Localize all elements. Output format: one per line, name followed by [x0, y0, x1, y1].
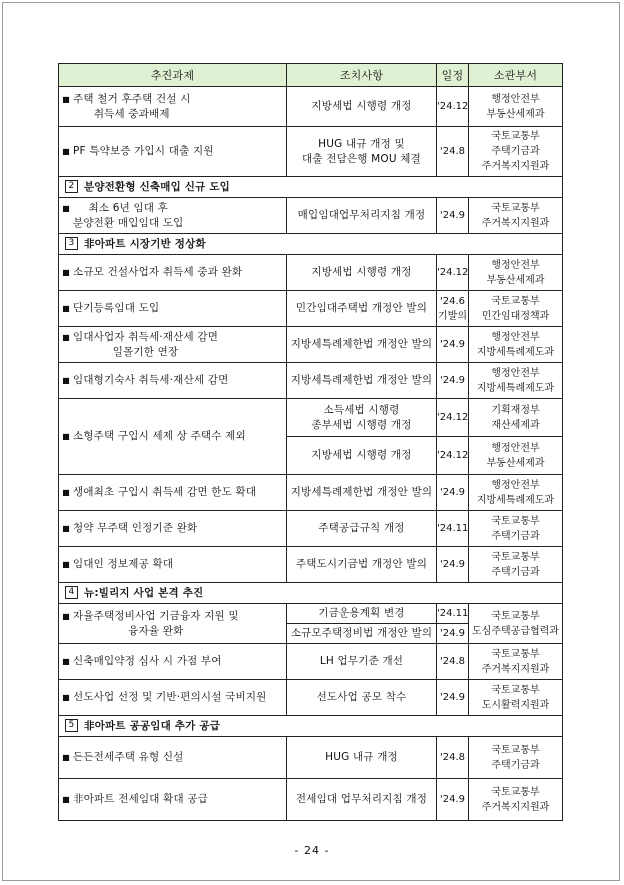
task-cell: ■ PF 특약보증 가입시 대출 지원: [59, 127, 287, 177]
department-cell: 기획재정부 재산세제과: [469, 399, 563, 437]
task-cell: ■ 자율주택정비사업 기금융자 지원 및 융자율 완화: [59, 604, 287, 644]
square-bullet-icon: ■: [62, 304, 70, 313]
measure-cell: 지방세법 시행령 개정: [287, 437, 437, 475]
square-bullet-icon: ■: [62, 611, 70, 621]
schedule-cell: '24.9: [437, 475, 469, 511]
schedule-cell: '24.9: [437, 547, 469, 583]
square-bullet-icon: ■: [62, 268, 70, 277]
schedule-cell: '24.9: [437, 198, 469, 234]
task-cell: ■ 단기등록임대 도입: [59, 291, 287, 327]
department-cell: 국토교통부 주택기금과: [469, 511, 563, 547]
measure-cell: 지방세법 시행령 개정: [287, 255, 437, 291]
schedule-cell: '24.12: [437, 87, 469, 127]
square-bullet-icon: ■: [62, 753, 70, 762]
schedule-cell: '24.9: [437, 363, 469, 399]
table-header-row: [59, 64, 563, 87]
table-row: [59, 399, 563, 437]
policy-table: [58, 63, 563, 821]
schedule-cell: '24.11: [437, 604, 469, 624]
department-cell: 국토교통부 주거복지지원과: [469, 644, 563, 680]
task-cell: ■ 선도사업 선정 및 기반·편의시설 국비지원: [59, 680, 287, 716]
table-row: [59, 604, 563, 624]
square-bullet-icon: ■: [62, 524, 70, 533]
measure-cell: 전세임대 업무처리지침 개정: [287, 779, 437, 821]
table-row: [59, 644, 563, 680]
department-cell: 행정안전부 지방세특례제도과: [469, 363, 563, 399]
square-bullet-icon: ■: [62, 657, 70, 666]
measure-cell: 지방세법 시행령 개정: [287, 87, 437, 127]
task-cell: ■ 든든전세주택 유형 신설: [59, 737, 287, 779]
section-title: 3 非아파트 시장기반 정상화: [59, 234, 563, 255]
section-header-row: [59, 583, 563, 604]
department-cell: 국토교통부 주거복지지원과: [469, 198, 563, 234]
task-cell: ■ 청약 무주택 인정기준 완화: [59, 511, 287, 547]
schedule-cell: '24.8: [437, 127, 469, 177]
square-bullet-icon: ■: [62, 376, 70, 385]
square-bullet-icon: ■: [62, 432, 70, 441]
schedule-cell: '24.12: [437, 255, 469, 291]
section-title: 5 非아파트 공공임대 추가 공급: [59, 716, 563, 737]
page-number: - 24 -: [294, 844, 330, 857]
square-bullet-icon: ■: [62, 94, 70, 104]
section-title: 4 뉴:빌리지 사업 본격 추진: [59, 583, 563, 604]
section-number: 4: [65, 586, 78, 599]
task-cell: ■ 신축매입약정 심사 시 가점 부여: [59, 644, 287, 680]
table-row: [59, 327, 563, 363]
schedule-cell: '24.9: [437, 327, 469, 363]
table-row: [59, 779, 563, 821]
department-cell: 행정안전부 지방세특례제도과: [469, 475, 563, 511]
header-schedule: 일정: [437, 64, 469, 87]
table-row: [59, 127, 563, 177]
header-measure: 조치사항: [287, 64, 437, 87]
task-cell: ■ 임대인 정보제공 확대: [59, 547, 287, 583]
task-cell: ■ 주택 철거 후주택 건설 시 취득세 중과배제: [59, 87, 287, 127]
table-row: [59, 87, 563, 127]
square-bullet-icon: ■: [62, 560, 70, 569]
schedule-cell: '24.12: [437, 437, 469, 475]
measure-cell: 소규모주택정비법 개정안 발의: [287, 624, 437, 644]
schedule-cell: '24.9: [437, 779, 469, 821]
table-row: [59, 198, 563, 234]
measure-cell: 주택공급규칙 개정: [287, 511, 437, 547]
schedule-cell: '24.9: [437, 624, 469, 644]
department-cell: 행정안전부 부동산세제과: [469, 87, 563, 127]
measure-cell: HUG 내규 개정 및 대출 전담은행 MOU 체결: [287, 127, 437, 177]
measure-cell: 지방세특례제한법 개정안 발의: [287, 475, 437, 511]
schedule-cell: '24.11: [437, 511, 469, 547]
department-cell: 국토교통부 주거복지지원과: [469, 779, 563, 821]
department-cell: 행정안전부 지방세특례제도과: [469, 327, 563, 363]
measure-cell: 지방세특례제한법 개정안 발의: [287, 327, 437, 363]
table-row: [59, 291, 563, 327]
task-cell: ■ 소규모 건설사업자 취득세 중과 완화: [59, 255, 287, 291]
department-cell: 행정안전부 부동산세제과: [469, 437, 563, 475]
task-cell: ■ 임대형기숙사 취득세·재산세 감면: [59, 363, 287, 399]
measure-cell: 지방세특례제한법 개정안 발의: [287, 363, 437, 399]
department-cell: 국토교통부 도시활력지원과: [469, 680, 563, 716]
measure-cell: HUG 내규 개정: [287, 737, 437, 779]
square-bullet-icon: ■: [62, 488, 70, 497]
table-row: [59, 255, 563, 291]
table-row: [59, 363, 563, 399]
section-header-row: [59, 177, 563, 198]
schedule-cell: '24.12: [437, 399, 469, 437]
task-cell: ■ 소형주택 구입시 세제 상 주택수 제외: [59, 399, 287, 475]
department-cell: 행정안전부 부동산세제과: [469, 255, 563, 291]
department-cell: 국토교통부 도심주택공급협력과: [469, 604, 563, 644]
square-bullet-icon: ■: [62, 693, 70, 702]
task-cell: ■ 임대사업자 취득세·재산세 감면 일몰기한 연장: [59, 327, 287, 363]
task-cell: ■ 최소 6년 임대 후 분양전환 매입임대 도입: [59, 198, 287, 234]
square-bullet-icon: ■: [62, 795, 70, 804]
table-row: [59, 737, 563, 779]
task-cell: ■ 생애최초 구입시 취득세 감면 한도 확대: [59, 475, 287, 511]
schedule-cell: '24.8: [437, 644, 469, 680]
schedule-cell: '24.6 기발의: [437, 291, 469, 327]
square-bullet-icon: ■: [62, 332, 70, 342]
table-row: [59, 680, 563, 716]
department-cell: 국토교통부 주택기금과 주거복지지원과: [469, 127, 563, 177]
department-cell: 국토교통부 주택기금과: [469, 547, 563, 583]
square-bullet-icon: ■: [62, 147, 70, 156]
header-department: 소관부서: [469, 64, 563, 87]
measure-cell: 주택도시기금법 개정안 발의: [287, 547, 437, 583]
section-number: 5: [65, 719, 78, 732]
measure-cell: 민간임대주택법 개정안 발의: [287, 291, 437, 327]
section-number: 3: [65, 237, 78, 250]
section-number: 2: [65, 180, 78, 193]
section-header-row: [59, 716, 563, 737]
section-title: 2 분양전환형 신축매입 신규 도입: [59, 177, 563, 198]
measure-cell: LH 업무기준 개선: [287, 644, 437, 680]
schedule-cell: '24.8: [437, 737, 469, 779]
measure-cell: 기금운용계획 변경: [287, 604, 437, 624]
square-bullet-icon: ■: [62, 203, 70, 213]
measure-cell: 선도사업 공모 착수: [287, 680, 437, 716]
measure-cell: 소득세법 시행령 종부세법 시행령 개정: [287, 399, 437, 437]
department-cell: 국토교통부 주택기금과: [469, 737, 563, 779]
table-row: [59, 475, 563, 511]
schedule-cell: '24.9: [437, 680, 469, 716]
section-header-row: [59, 234, 563, 255]
table-row: [59, 547, 563, 583]
table-row: [59, 511, 563, 547]
measure-cell: 매입임대업무처리지침 개정: [287, 198, 437, 234]
header-task: 추진과제: [59, 64, 287, 87]
task-cell: ■ 非아파트 전세임대 확대 공급: [59, 779, 287, 821]
department-cell: 국토교통부 민간임대정책과: [469, 291, 563, 327]
